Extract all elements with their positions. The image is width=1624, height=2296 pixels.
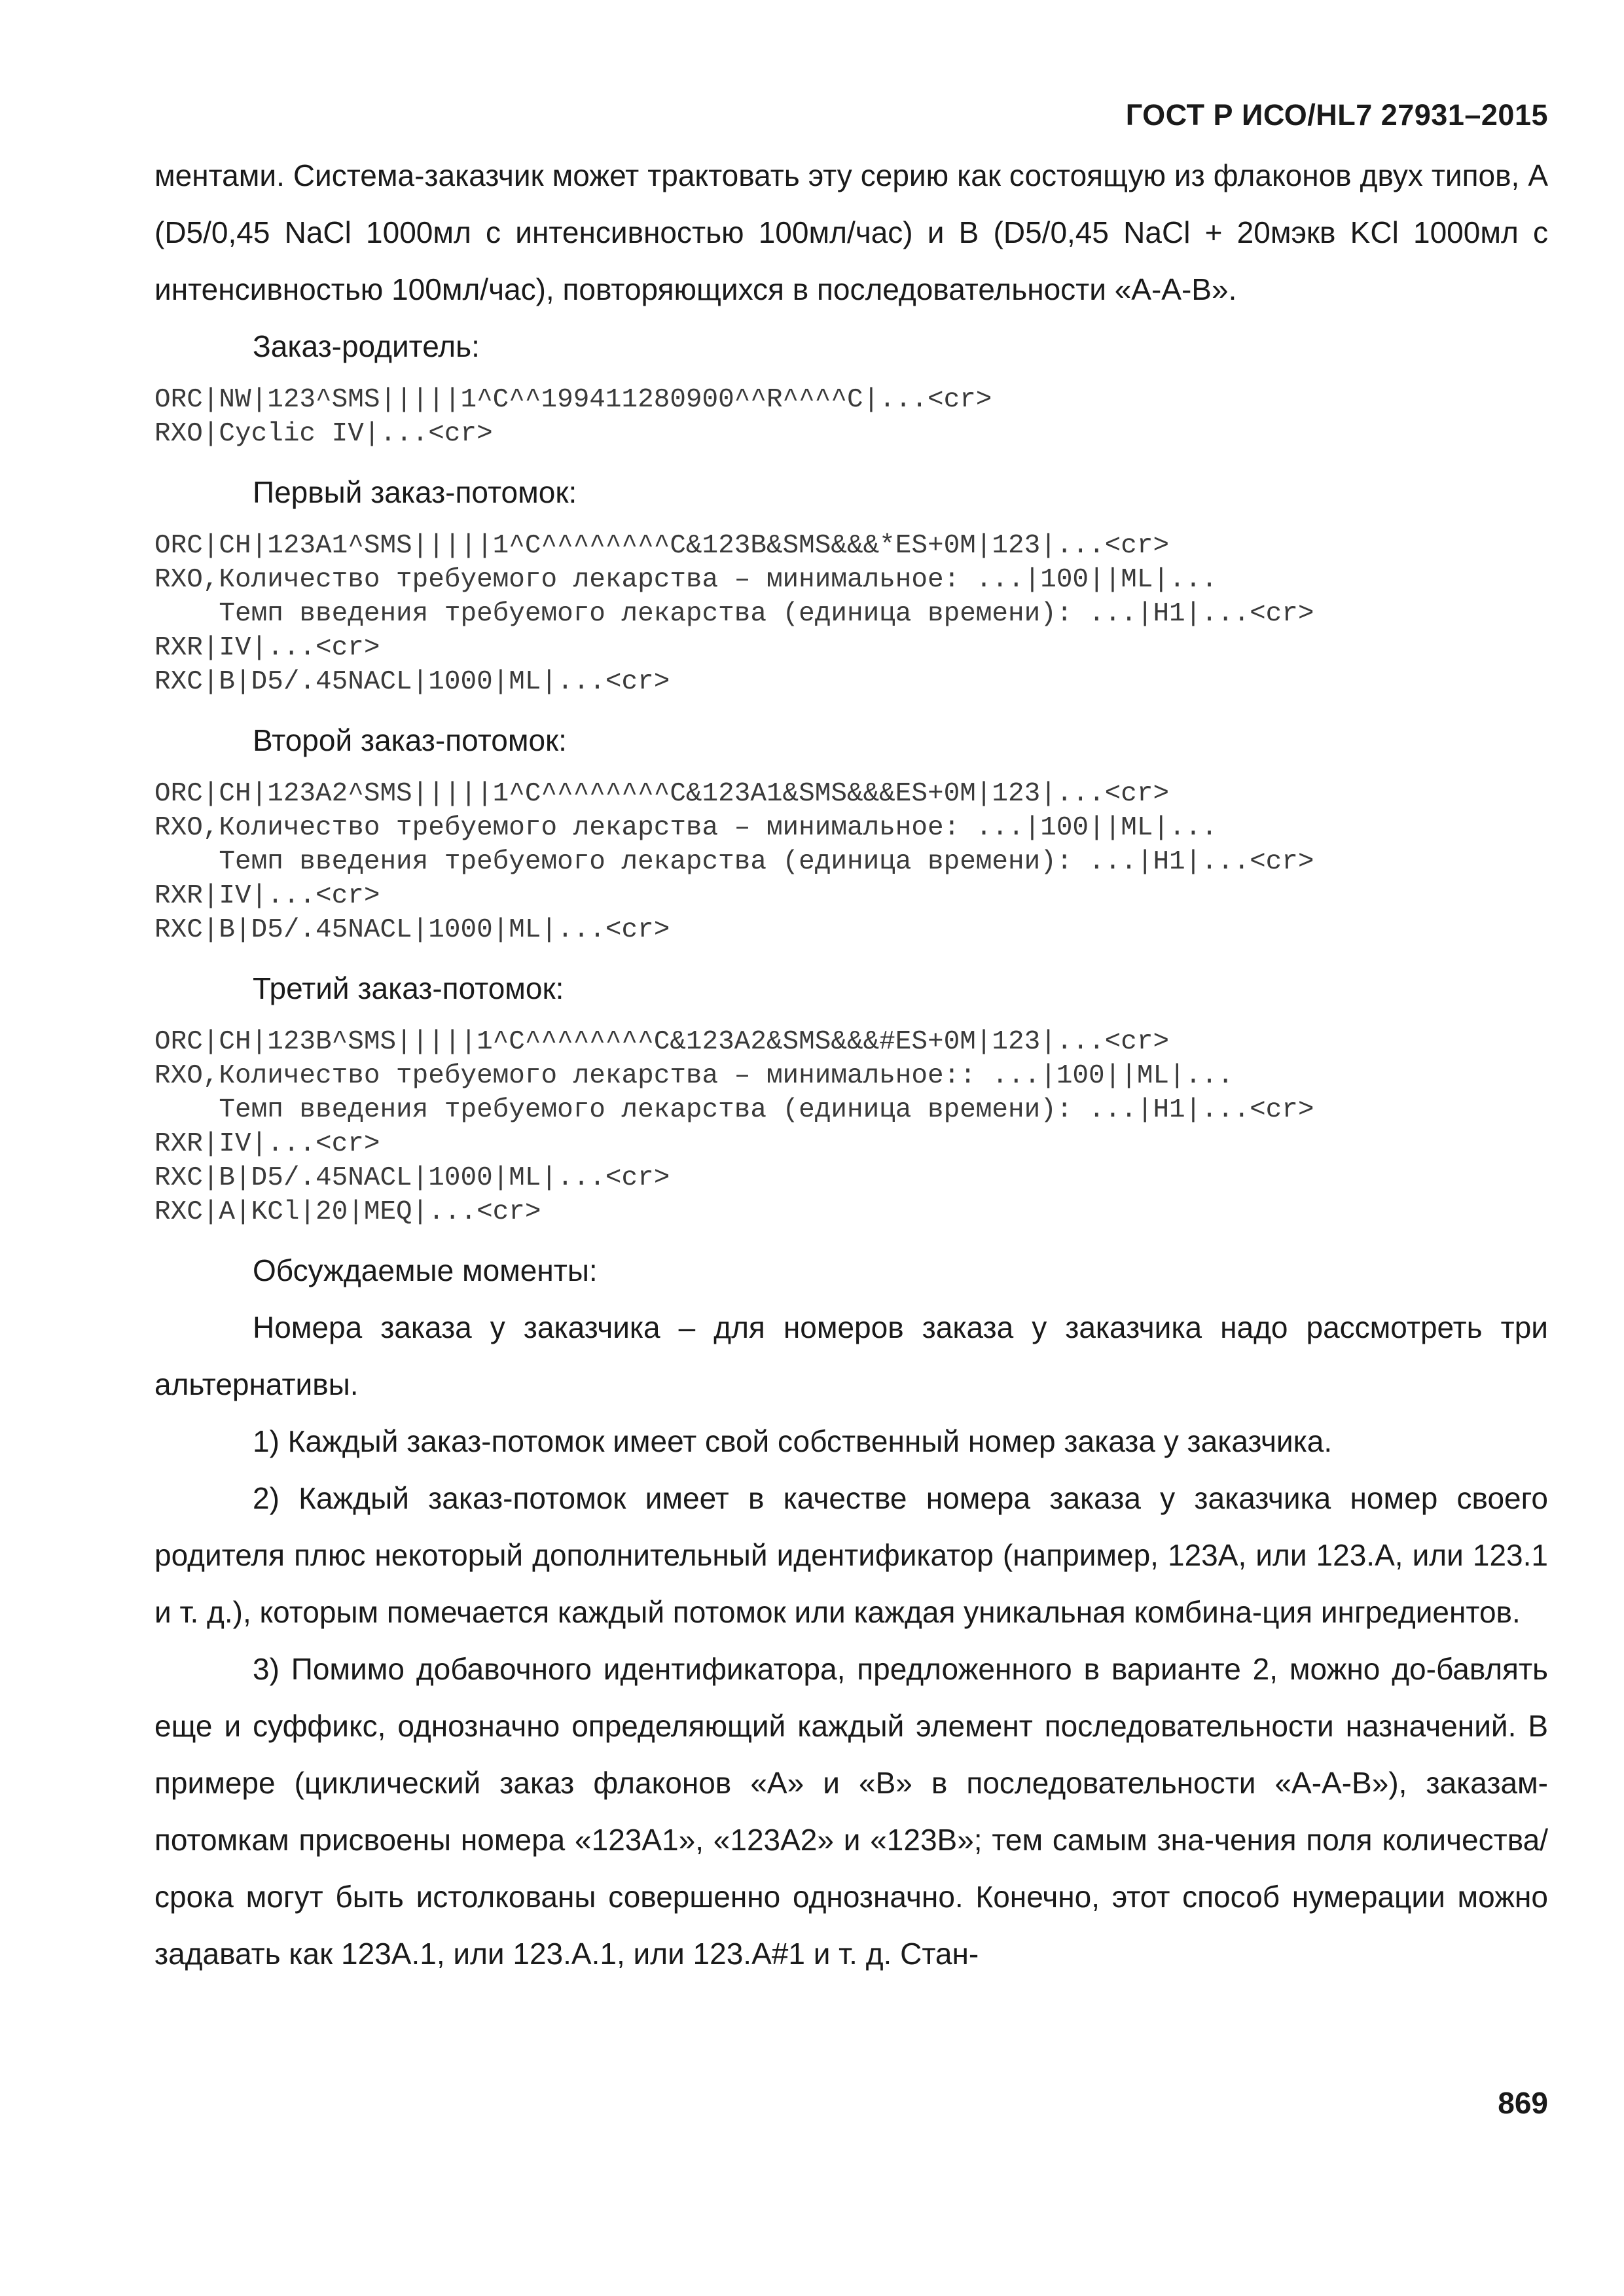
example-caption: Второй заказ-потомок: bbox=[253, 723, 567, 757]
discussion-paragraph: Номера заказа у заказчика – для номеров заказа у заказчика надо рассмотреть три альтернативы. bbox=[154, 1310, 1548, 1401]
example-caption: Первый заказ-потомок: bbox=[253, 475, 577, 509]
example-block-first-child bbox=[154, 464, 1548, 699]
alternative-3: 3) Помимо добавочного идентификатора, предложенного в варианте 2, можно до-бавлять еще и суффикс, однозначно определяющий каждый элемент последовательности назначений. В примере (циклический заказ флаконов «A» и «B» в последовательности «A-A-B»), заказам-потомкам присвоены номера «123A1», «123A2» и «123B»; тем самым зна-чения поля количества/срока могут быть истолкованы совершенно однозначно. Конечно, этот способ нумерации можно задавать как 123A.1, или 123.A.1, или 123.A#1 и т. д. Стан- bbox=[154, 1652, 1548, 1971]
example-caption: Заказ-родитель: bbox=[253, 329, 480, 363]
example-block-third-child bbox=[154, 960, 1548, 1229]
example-caption: Третий заказ-потомок: bbox=[253, 971, 564, 1005]
hl7-message-code: ORC|CH|123A2^SMS|||||1^C^^^^^^^^C&123A1&SMS&&&ES+0M|123|...<cr> RXO,Количество требуемого лекарства – минимальное: ...|100||ML|... Темп введения требуемого лекарства (единица времени): ...|H1|...<cr> RXR|IV|...<cr> RXC|B|D5/.45NACL|1000|ML|...<cr> bbox=[154, 779, 1314, 945]
page-number: 869 bbox=[1498, 2086, 1548, 2120]
discussion-heading: Обсуждаемые моменты: bbox=[253, 1253, 598, 1287]
example-block-parent bbox=[154, 318, 1548, 451]
hl7-message-code: ORC|CH|123B^SMS|||||1^C^^^^^^^^C&123A2&SMS&&&#ES+0M|123|...<cr> RXO,Количество требуемого лекарства – минимальное:: ...|100||ML|... Темп введения требуемого лекарства (единица времени): ...|H1|...<cr> RXR|IV|...<cr> RXC|B|D5/.45NACL|1000|ML|...<cr> RXC|A|KCl|20|MEQ|...<cr> bbox=[154, 1027, 1314, 1227]
page-content bbox=[154, 147, 1548, 1982]
alternative-1: 1) Каждый заказ-потомок имеет свой собственный номер заказа у заказчика. bbox=[253, 1424, 1333, 1458]
alternative-2: 2) Каждый заказ-потомок имеет в качестве номера заказа у заказчика номер своего родителя плюс некоторый дополнительный идентификатор (например, 123A, или 123.A, или 123.1 и т. д.), которым помечается каждый потомок или каждая уникальная комбина-ция ингредиентов. bbox=[154, 1481, 1548, 1629]
hl7-message-code: ORC|CH|123A1^SMS|||||1^C^^^^^^^^C&123B&SMS&&&*ES+0M|123|...<cr> RXO,Количество требуемого лекарства – минимальное: ...|100||ML|... Темп введения требуемого лекарства (единица времени): ...|H1|...<cr> RXR|IV|...<cr> RXC|B|D5/.45NACL|1000|ML|...<cr> bbox=[154, 531, 1314, 697]
document-standard-header: ГОСТ Р ИСО/HL7 27931–2015 bbox=[1125, 98, 1548, 132]
discussion-section bbox=[154, 1242, 1548, 1982]
intro-paragraph: ментами. Система-заказчик может трактовать эту серию как состоящую из флаконов двух типов, A (D5/0,45 NaCl 1000мл с интенсивностью 100мл/час) и B (D5/0,45 NaCl + 20мэкв KCl 1000мл с интенсивностью 100мл/час), повторяющихся в последовательности «A-A-B». bbox=[154, 158, 1548, 306]
hl7-message-code: ORC|NW|123^SMS|||||1^C^^199411280900^^R^^^^C|...<cr> RXO|Cyclic IV|...<cr> bbox=[154, 385, 992, 449]
example-block-second-child bbox=[154, 712, 1548, 947]
